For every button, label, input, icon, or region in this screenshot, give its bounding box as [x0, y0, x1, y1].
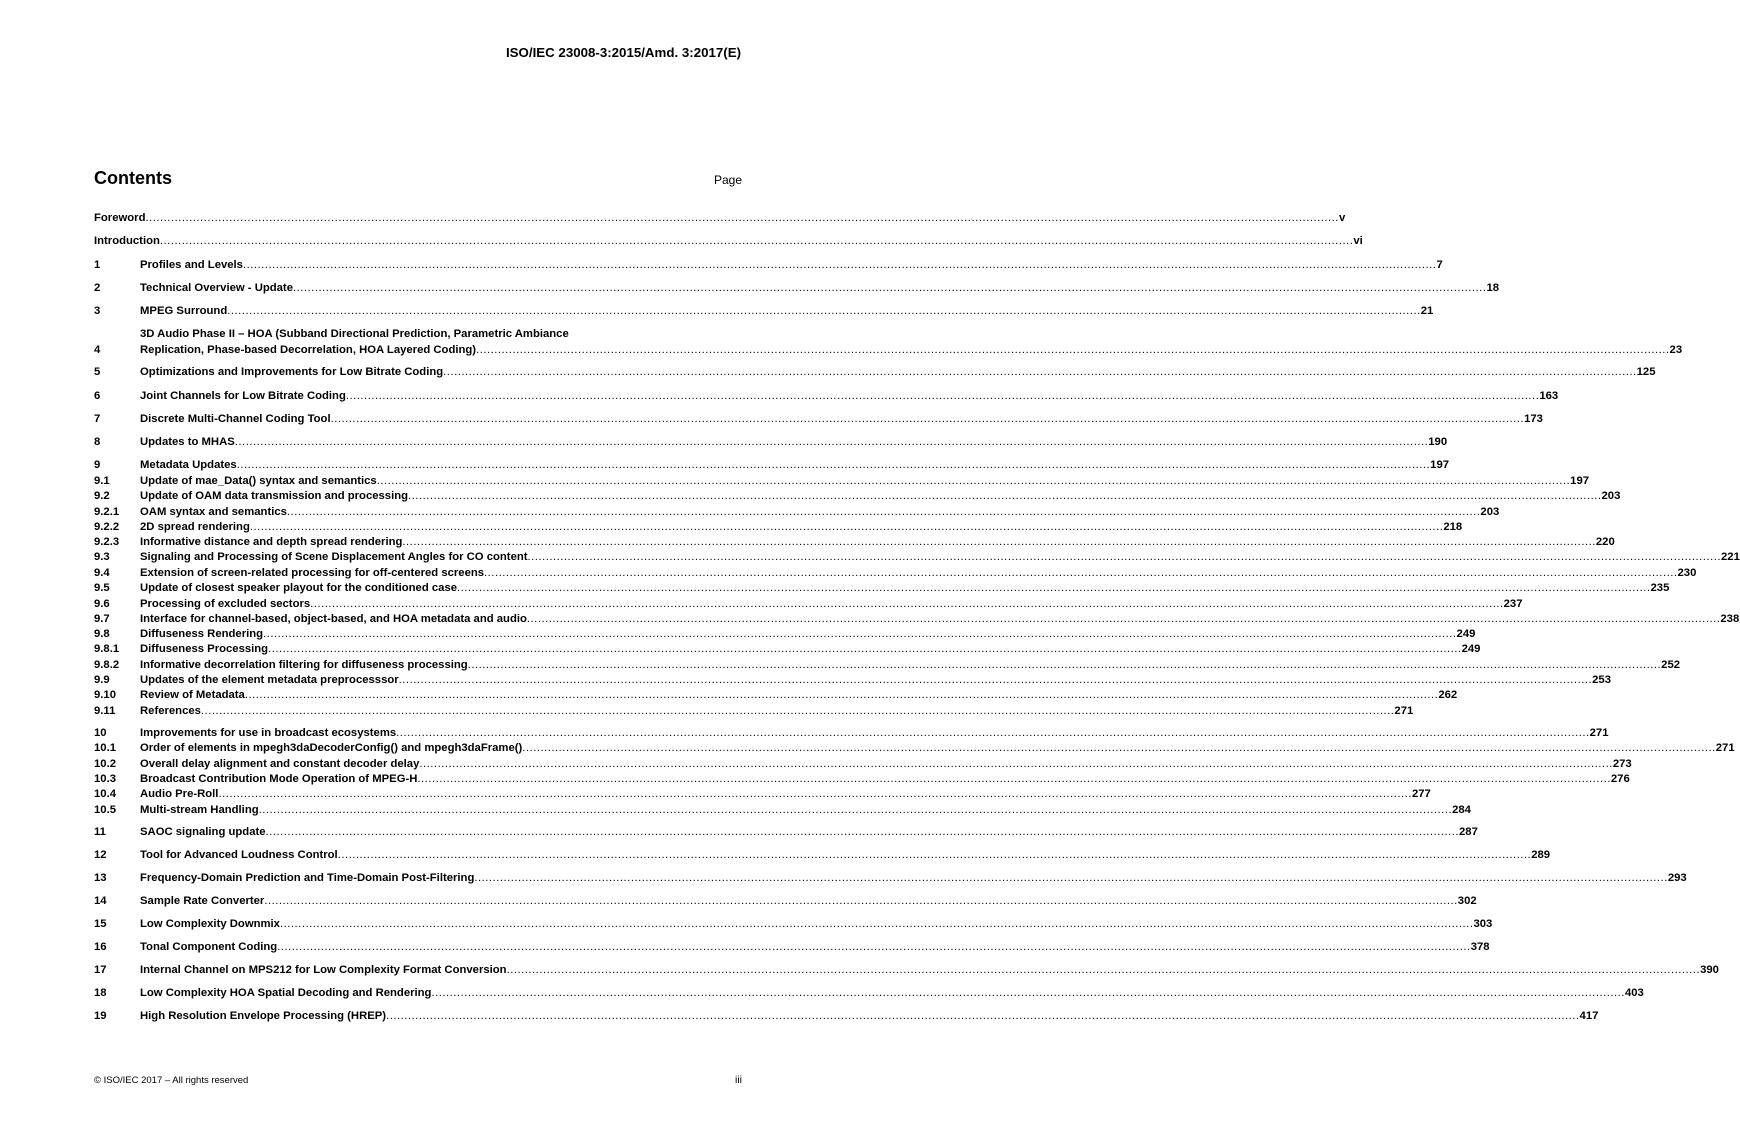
dot-leader [338, 848, 1531, 862]
toc-entry-page: 238 [1720, 613, 1740, 625]
toc-entry-number: 5 [94, 366, 101, 378]
contents-heading: Contents [94, 168, 172, 188]
toc-entry-page: 390 [1700, 964, 1719, 976]
toc-entry-title: Profiles and Levels [140, 259, 243, 271]
toc-entry-number: 9.6 [94, 598, 110, 610]
dot-leader [443, 365, 1636, 379]
toc-entry[interactable] [94, 871, 1687, 885]
toc-entry-number: 9.8.2 [94, 659, 120, 671]
toc-entry-title: Update of mae_Data() syntax and semantics [140, 475, 377, 487]
toc-entry[interactable] [94, 389, 1559, 403]
toc-entry-number: 14 [94, 895, 107, 907]
toc-entry-number: 12 [94, 849, 107, 861]
toc-entry-title: Audio Pre-Roll [140, 788, 219, 800]
dot-leader [263, 627, 1456, 641]
toc-entry-title: Updates of the element metadata preprocesssor [140, 674, 399, 686]
toc-entry[interactable] [94, 963, 1719, 977]
dot-leader [227, 304, 1420, 318]
dot-leader [280, 917, 1473, 931]
dot-leader [218, 787, 1411, 801]
toc-entry-number: 9.8.1 [94, 643, 120, 655]
toc-entry[interactable] [94, 917, 1493, 931]
toc-entry-title: Technical Overview - Update [140, 282, 293, 294]
toc-entry-page: 197 [1430, 459, 1450, 471]
toc-entry-page: 252 [1661, 659, 1681, 671]
toc-entry-page: 262 [1438, 689, 1458, 701]
toc-entry-title: Overall delay alignment and constant decoder delay [140, 758, 420, 770]
toc-entry[interactable] [94, 986, 1644, 1000]
toc-entry-page: 221 [1721, 551, 1740, 563]
dot-leader [474, 871, 1667, 885]
toc-entry-title: Internal Channel on MPS212 for Low Complexity Format Conversion [140, 964, 507, 976]
dot-leader [377, 474, 1570, 488]
toc-entry-title: Foreword [94, 212, 146, 224]
toc-entry[interactable] [94, 365, 1656, 379]
toc-entry[interactable] [94, 848, 1551, 862]
toc-entry-page: 289 [1531, 849, 1551, 861]
toc-entry-page: 203 [1601, 490, 1621, 502]
dot-leader [243, 258, 1436, 272]
toc-entry[interactable] [94, 234, 1363, 248]
toc-entry-number: 9.2.1 [94, 506, 120, 518]
toc-entry-title: References [140, 705, 201, 717]
toc-entry-title: 2D spread rendering [140, 521, 250, 533]
toc-entry-number: 9.3 [94, 551, 110, 563]
dot-leader [331, 412, 1524, 426]
toc-entry[interactable] [94, 258, 1443, 272]
toc-entry-page: 125 [1636, 366, 1656, 378]
toc-entry-title: Informative decorrelation filtering for diffuseness processing [140, 659, 468, 671]
toc-entry-title: Update of OAM data transmission and processing [140, 490, 409, 502]
toc-entry[interactable] [94, 940, 1490, 954]
toc-entry-title: Multi-stream Handling [140, 804, 259, 816]
toc-entry-number: 10.4 [94, 788, 116, 800]
toc-entry[interactable] [94, 566, 1697, 580]
toc-entry-number: 9.2 [94, 490, 110, 502]
toc-entry-page: 218 [1443, 521, 1463, 533]
toc-entry[interactable] [94, 673, 1611, 687]
dot-leader [507, 963, 1700, 977]
dot-leader [268, 642, 1461, 656]
toc-entry-number: 6 [94, 390, 101, 402]
dot-leader [160, 234, 1353, 248]
toc-entry[interactable] [94, 458, 1450, 472]
toc-entry-title: Low Complexity HOA Spatial Decoding and Rendering [140, 987, 432, 999]
toc-entry-page: 273 [1612, 758, 1632, 770]
copyright-notice: © ISO/IEC 2017 – All rights reserved [94, 1075, 249, 1086]
toc-entry-page: 7 [1436, 259, 1443, 271]
toc-entry[interactable] [94, 489, 1621, 503]
dot-leader [457, 581, 1650, 595]
dot-leader [346, 389, 1539, 403]
dot-leader [408, 489, 1601, 503]
toc-entry-number: 16 [94, 941, 107, 953]
toc-entry[interactable] [94, 741, 1735, 755]
toc-entry[interactable] [94, 435, 1448, 449]
toc-entry-page: 249 [1461, 643, 1481, 655]
toc-entry-page: 163 [1539, 390, 1559, 402]
toc-entry-page: 253 [1592, 674, 1611, 686]
toc-entry-page: 230 [1677, 567, 1697, 579]
toc-entry-number: 9.10 [94, 689, 116, 701]
toc-entry[interactable] [94, 412, 1543, 426]
document-id-header: ISO/IEC 23008-3:2015/Amd. 3:2017(E) [505, 45, 741, 60]
dot-leader [522, 741, 1715, 755]
toc-entry-number: 2 [94, 282, 101, 294]
dot-leader [402, 535, 1595, 549]
toc-entry-number: 9.8 [94, 628, 110, 640]
toc-entry-title: Discrete Multi-Channel Coding Tool [140, 413, 331, 425]
toc-entry[interactable] [94, 688, 1458, 702]
toc-entry-title: Interface for channel-based, object-based, and HOA metadata and audio [140, 613, 527, 625]
toc-entry[interactable] [94, 581, 1670, 595]
toc-entry[interactable] [94, 772, 1630, 786]
toc-entry-title: Processing of excluded sectors [140, 598, 311, 610]
toc-entry-page: 249 [1456, 628, 1476, 640]
toc-entry-title: OAM syntax and semantics [140, 506, 287, 518]
toc-entry[interactable] [94, 550, 1740, 564]
toc-entry-number: 8 [94, 436, 101, 448]
toc-entry-page: 277 [1411, 788, 1431, 800]
toc-entry-page: 287 [1459, 826, 1478, 838]
toc-entry-title: Introduction [94, 235, 160, 247]
toc-entry-title: SAOC signaling update [140, 826, 266, 838]
dot-leader [264, 894, 1457, 908]
toc-entry-page: 203 [1480, 506, 1500, 518]
toc-entry-title: Joint Channels for Low Bitrate Coding [140, 390, 346, 402]
toc-entry-page: 18 [1486, 282, 1500, 294]
toc-entry-page: 23 [1669, 344, 1683, 356]
dot-leader [287, 505, 1480, 519]
toc-entry-number: 1 [94, 259, 101, 271]
dot-leader [476, 343, 1669, 357]
dot-leader [484, 566, 1677, 580]
toc-entry[interactable] [94, 327, 1683, 357]
toc-entry-title: Improvements for use in broadcast ecosystems [140, 727, 397, 739]
dot-leader [468, 658, 1661, 672]
toc-entry-page: 271 [1715, 742, 1735, 754]
toc-entry[interactable] [94, 757, 1632, 771]
toc-entry-title: Diffuseness Rendering [140, 628, 264, 640]
dot-leader [310, 597, 1503, 611]
toc-entry[interactable] [94, 304, 1434, 318]
toc-entry-title: Review of Metadata [140, 689, 245, 701]
toc-entry-title: Informative distance and depth spread rendering [140, 536, 403, 548]
toc-entry[interactable] [94, 1009, 1599, 1023]
toc-entry-title: Diffuseness Processing [140, 643, 269, 655]
toc-entry-title-continued: Replication, Phase-based Decorrelation, HOA Layered Coding) [140, 344, 477, 356]
toc-entry[interactable] [94, 505, 1500, 519]
toc-entry-page: 293 [1667, 872, 1687, 884]
toc-entry-title: Extension of screen-related processing for off-centered screens [140, 567, 485, 579]
toc-entry[interactable] [94, 825, 1478, 839]
dot-leader [527, 612, 1720, 626]
toc-entry-page: 284 [1452, 804, 1471, 816]
toc-entry-number: 10.3 [94, 773, 116, 785]
dot-leader [528, 550, 1721, 564]
page-number: iii [735, 1074, 742, 1086]
toc-entry-number: 9.9 [94, 674, 110, 686]
toc-entry-number: 4 [94, 344, 101, 356]
toc-entry-page: 271 [1394, 705, 1414, 717]
toc-entry-title: 3D Audio Phase II – HOA (Subband Directional Prediction, Parametric Ambiance [140, 328, 569, 340]
dot-leader [250, 520, 1443, 534]
toc-entry-number: 9.2.2 [94, 521, 120, 533]
toc-entry-number: 3 [94, 305, 101, 317]
toc-entry-number: 10.5 [94, 804, 116, 816]
toc-entry-title: Updates to MHAS [140, 436, 235, 448]
toc-entry[interactable] [94, 535, 1615, 549]
toc-entry[interactable] [94, 787, 1431, 801]
toc-entry-number: 13 [94, 872, 107, 884]
toc-entry-number: 10.1 [94, 742, 116, 754]
toc-entry-number: 9.4 [94, 567, 110, 579]
toc-entry-page: vi [1353, 235, 1363, 247]
toc-entry-number: 9.5 [94, 582, 110, 594]
toc-entry[interactable] [94, 520, 1463, 534]
toc-entry[interactable] [94, 612, 1740, 626]
toc-entry-title: Order of elements in mpegh3daDecoderConfig() and mpegh3daFrame() [140, 742, 523, 754]
toc-entry[interactable] [94, 658, 1681, 672]
toc-entry[interactable] [94, 642, 1481, 656]
toc-entry-page: 378 [1470, 941, 1490, 953]
toc-entry-page: 417 [1579, 1010, 1599, 1022]
toc-entry-number: 15 [94, 918, 107, 930]
toc-entry-number: 9.11 [94, 705, 116, 717]
toc-entry-title: Metadata Updates [140, 459, 237, 471]
toc-entry-title: MPEG Surround [140, 305, 228, 317]
dot-leader [431, 986, 1624, 1000]
toc-entry-page: 302 [1457, 895, 1477, 907]
toc-entry[interactable] [94, 726, 1609, 740]
toc-entry[interactable] [94, 704, 1414, 718]
toc-entry-title: Frequency-Domain Prediction and Time-Domain Post-Filtering [140, 872, 475, 884]
toc-entry[interactable] [94, 597, 1523, 611]
toc-entry-title: Broadcast Contribution Mode Operation of MPEG-H [140, 773, 418, 785]
toc-entry-number: 11 [94, 826, 106, 838]
toc-entry-number: 19 [94, 1010, 107, 1022]
toc-entry-page: 220 [1595, 536, 1615, 548]
dot-leader [145, 211, 1338, 225]
toc-entry-title: Signaling and Processing of Scene Displacement Angles for CO content [140, 551, 528, 563]
toc-entry-number: 9 [94, 459, 101, 471]
toc-entry-page: 271 [1589, 727, 1609, 739]
dot-leader [277, 940, 1470, 954]
toc-entry-number: 10.2 [94, 758, 116, 770]
toc-entry[interactable] [94, 211, 1346, 225]
toc-entry-title: High Resolution Envelope Processing (HREP) [140, 1010, 387, 1022]
toc-entry-page: 197 [1570, 475, 1590, 487]
toc-entry[interactable] [94, 803, 1471, 817]
toc-entry-title: Tonal Component Coding [140, 941, 278, 953]
toc-entry-page: 173 [1524, 413, 1543, 425]
dot-leader [386, 1009, 1579, 1023]
toc-entry[interactable] [94, 474, 1590, 488]
toc-entry[interactable] [94, 894, 1477, 908]
dot-leader [259, 803, 1452, 817]
toc-entry-number: 9.1 [94, 475, 110, 487]
toc-entry-page: 235 [1650, 582, 1670, 594]
dot-leader [266, 825, 1459, 839]
toc-entry-number: 7 [94, 413, 101, 425]
toc-entry-number: 17 [94, 964, 107, 976]
toc-entry-title: Tool for Advanced Loudness Control [140, 849, 338, 861]
toc-entry[interactable] [94, 281, 1500, 295]
toc-entry[interactable] [94, 627, 1476, 641]
toc-entry-page: 190 [1428, 436, 1448, 448]
dot-leader [201, 704, 1394, 718]
dot-leader [417, 772, 1610, 786]
toc-entry-title: Low Complexity Downmix [140, 918, 280, 930]
toc-entry-page: 237 [1503, 598, 1523, 610]
toc-entry-number: 18 [94, 987, 107, 999]
toc-entry-page: 21 [1420, 305, 1434, 317]
toc-entry-number: 9.7 [94, 613, 110, 625]
dot-leader [419, 757, 1612, 771]
toc-entry-page: v [1338, 212, 1346, 224]
toc-entry-page: 403 [1624, 987, 1644, 999]
dot-leader [237, 458, 1430, 472]
toc-entry-number: 10 [94, 727, 107, 739]
toc-entry-title: Update of closest speaker playout for the conditioned case [140, 582, 458, 594]
page-column-label: Page [713, 173, 742, 187]
toc-entry-page: 276 [1610, 773, 1630, 785]
toc-entry-title: Optimizations and Improvements for Low Bitrate Coding [140, 366, 444, 378]
toc-entry-page: 303 [1473, 918, 1493, 930]
toc-entry-title: Sample Rate Converter [140, 895, 265, 907]
dot-leader [396, 726, 1589, 740]
dot-leader [293, 281, 1486, 295]
dot-leader [235, 435, 1428, 449]
toc-entry-number: 9.2.3 [94, 536, 120, 548]
dot-leader [399, 673, 1592, 687]
dot-leader [245, 688, 1438, 702]
